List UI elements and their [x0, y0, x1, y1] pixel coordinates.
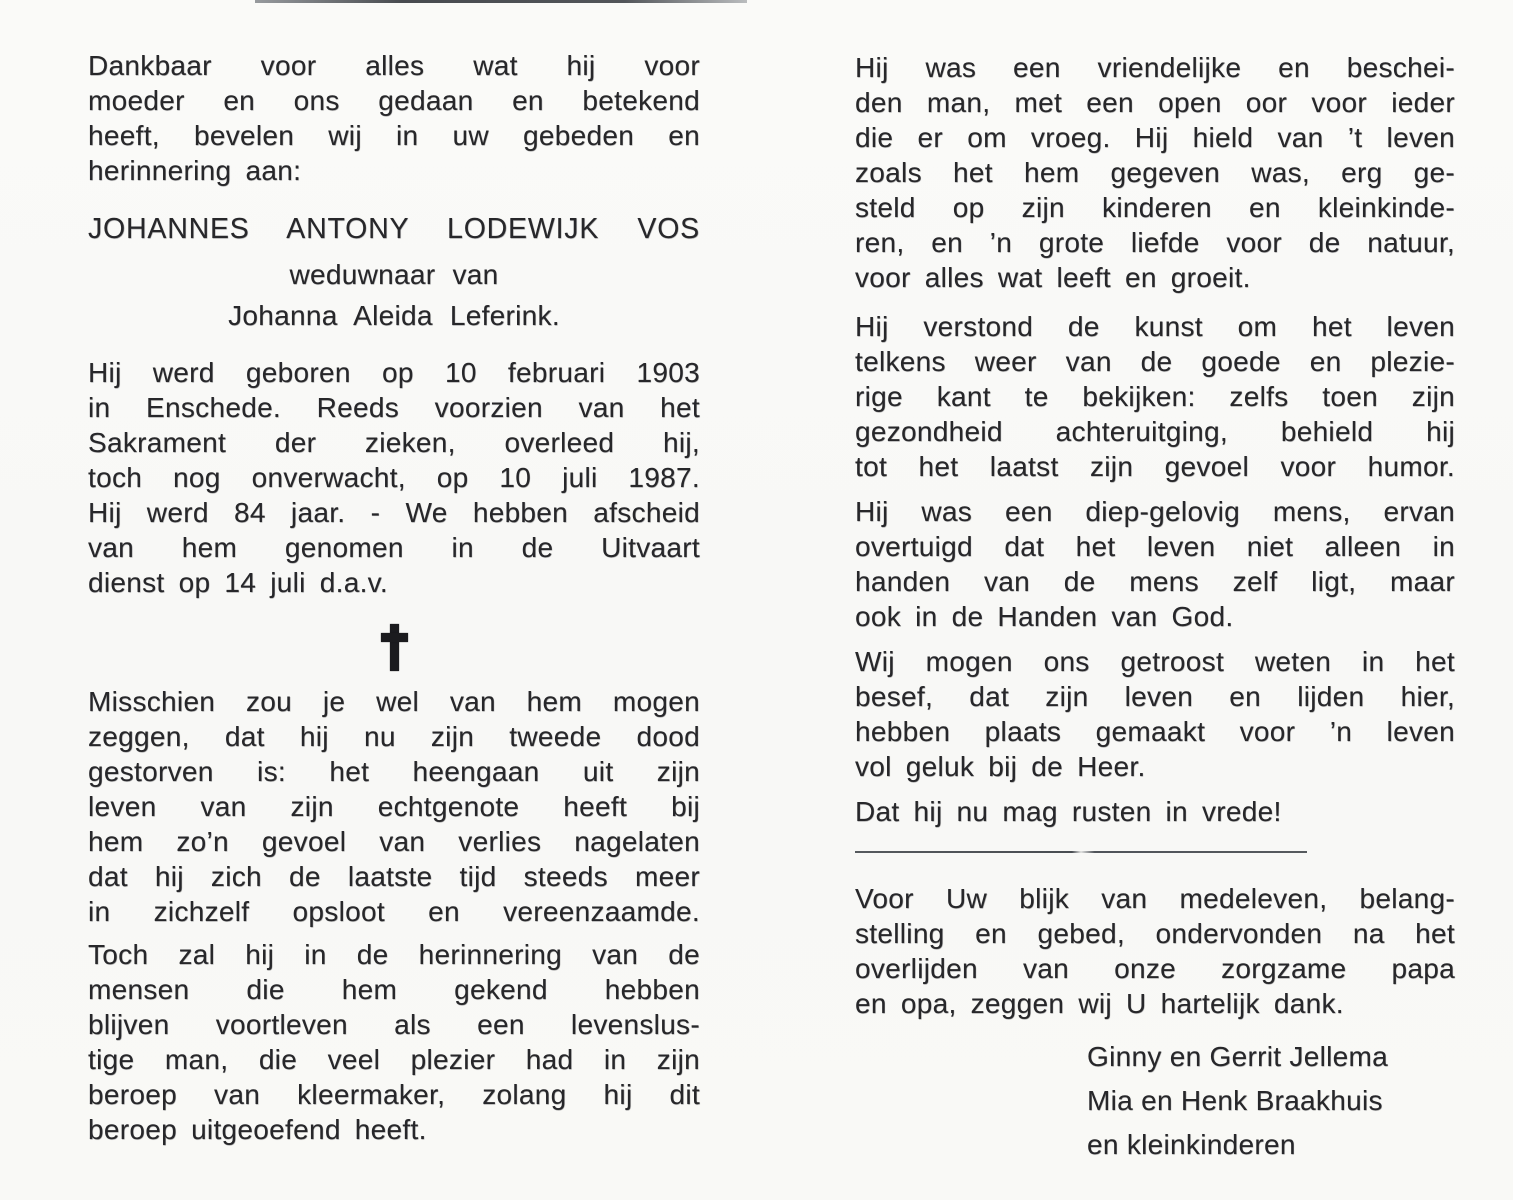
cross-icon: [390, 624, 399, 671]
text-line: Dankbaar voor alles wat hij voor: [88, 50, 700, 81]
signature-line: Mia en Henk Braakhuis: [1087, 1085, 1383, 1116]
text-line: gezondheid achteruitging, behield hij: [855, 416, 1455, 447]
text-line: toch nog onverwacht, op 10 juli 1987.: [88, 462, 700, 493]
biography-paragraph: [88, 355, 700, 600]
comfort-paragraph: [855, 644, 1455, 784]
text-line: Misschien zou je wel van hem mogen: [88, 686, 700, 717]
text-line: Sakrament der zieken, overleed hij,: [88, 427, 700, 458]
text-line: Wij mogen ons getroost weten in het: [855, 646, 1455, 677]
text-line: steld op zijn kinderen en kleinkinde-: [855, 192, 1455, 223]
text-line: overtuigd dat het leven niet alleen in: [855, 531, 1455, 562]
text-line: die er om vroeg. Hij hield van ’t leven: [855, 122, 1455, 153]
memorial-paragraph-2: [88, 937, 700, 1147]
text-line: hem zo’n gevoel van verlies nagelaten: [88, 826, 700, 857]
text-line: telkens weer van de goede en plezie-: [855, 346, 1455, 377]
text-line: beroep uitgeoefend heeft.: [88, 1114, 427, 1145]
signature-block: [1087, 1035, 1455, 1167]
text-line: handen van de mens zelf ligt, maar: [855, 566, 1455, 597]
text-line: ren, en ’n grote liefde voor de natuur,: [855, 227, 1455, 258]
text-line: tot het laatst zijn gevoel voor humor.: [855, 451, 1455, 482]
text-line: overlijden van onze zorgzame papa: [855, 953, 1455, 984]
text-line: Voor Uw blijk van medeleven, belang-: [855, 883, 1455, 914]
text-line: tige man, die veel plezier had in zijn: [88, 1044, 700, 1075]
text-line: van hem genomen in de Uitvaart: [88, 532, 700, 563]
text-line: dienst op 14 juli d.a.v.: [88, 567, 388, 598]
text-line: rige kant te bekijken: zelfs toen zijn: [855, 381, 1455, 412]
text-line: ook in de Handen van God.: [855, 601, 1234, 632]
outlook-paragraph: [855, 309, 1455, 484]
deceased-name: JOHANNES ANTONY LODEWIJK VOS: [88, 213, 700, 245]
text-line: gestorven is: het heengaan uit zijn: [88, 756, 700, 787]
memorial-paragraph-1: [88, 684, 700, 929]
intro-paragraph: [88, 48, 700, 188]
text-line: in zichzelf opsloot en vereenzaamde.: [88, 896, 700, 927]
text-line: hebben plaats gemaakt voor ’n leven: [855, 716, 1455, 747]
text-line: moeder en ons gedaan en betekend: [88, 85, 700, 116]
text-line: mensen die hem gekend hebben: [88, 974, 700, 1005]
text-line: Hij verstond de kunst om het leven: [855, 311, 1455, 342]
signature-line: Ginny en Gerrit Jellema: [1087, 1041, 1389, 1072]
character-paragraph: [855, 50, 1455, 295]
text-line: Hij werd 84 jaar. - We hebben afscheid: [88, 497, 700, 528]
closing-line: Dat hij nu mag rusten in vrede!: [855, 796, 1282, 827]
signature-line: en kleinkinderen: [1087, 1129, 1296, 1160]
relation-label: weduwnaar van: [289, 259, 499, 290]
text-line: en opa, zeggen wij U hartelijk dank.: [855, 988, 1344, 1019]
text-line: voor alles wat leeft en groeit.: [855, 262, 1251, 293]
text-line: herinnering aan:: [88, 155, 302, 186]
text-line: Hij was een diep-gelovig mens, ervan: [855, 496, 1455, 527]
section-divider: [855, 851, 1307, 853]
text-line: stelling en gebed, ondervonden na het: [855, 918, 1455, 949]
text-line: in Enschede. Reeds voorzien van het: [88, 392, 700, 423]
text-line: beroep van kleermaker, zolang hij dit: [88, 1079, 700, 1110]
cross-section: [88, 624, 700, 672]
scan-artifact-line: [255, 0, 747, 3]
text-line: dat hij zich de laatste tijd steeds meer: [88, 861, 700, 892]
text-line: Hij werd geboren op 10 februari 1903: [88, 357, 700, 388]
thanks-paragraph: [855, 881, 1455, 1021]
text-line: zeggen, dat hij nu zijn tweede dood: [88, 721, 700, 752]
text-line: zoals het hem gegeven was, erg ge-: [855, 157, 1455, 188]
text-line: den man, met een open oor voor ieder: [855, 87, 1455, 118]
right-column: [855, 50, 1455, 1167]
text-line: vol geluk bij de Heer.: [855, 751, 1146, 782]
spouse-name: Johanna Aleida Leferink.: [228, 300, 560, 331]
text-line: heeft, bevelen wij in uw gebeden en: [88, 120, 700, 151]
text-line: Toch zal hij in de herinnering van de: [88, 939, 700, 970]
text-line: blijven voortleven als een levenslus-: [88, 1009, 700, 1040]
text-line: besef, dat zijn leven en lijden hier,: [855, 681, 1455, 712]
text-line: leven van zijn echtgenote heeft bij: [88, 791, 700, 822]
left-column: [88, 48, 700, 1147]
faith-paragraph: [855, 494, 1455, 634]
text-line: Hij was een vriendelijke en beschei-: [855, 52, 1455, 83]
